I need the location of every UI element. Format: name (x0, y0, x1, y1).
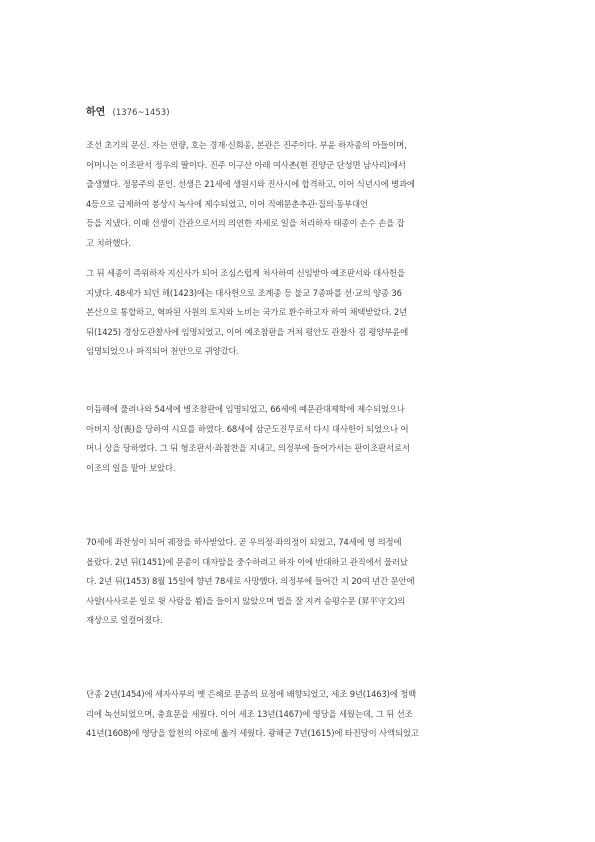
text-line: 이듬해에 풀려나와 54세에 병조참판에 임명되었고, 66세에 예문관대제학에 제수되었으나 (86, 404, 405, 414)
text-line: 임명되었으나 파직되어 천안으로 귀양갔다. (86, 346, 239, 356)
document-title (86, 106, 170, 120)
text-line: 등을 지냈다. 이때 선생이 간관으로서의 의연한 자세로 일을 처리하자 태종이 손수 손을 잡 (86, 218, 405, 228)
text-line: 지냈다. 48세가 되던 해(1423)에는 대사헌으로 조계종 등 불교 7종파를 선·교의 양종 36 (86, 287, 402, 298)
text-line: 이조의 일을 맡아 보았다. (86, 462, 176, 473)
text-line: 어머니는 이조판서 정우의 딸이다. 진주 이구산 아래 여사촌(현 진양군 단성면 남사리)에서 (86, 159, 406, 170)
paragraph-sejong-era (86, 264, 516, 362)
title-years: (1376~1453) (112, 108, 170, 118)
text-line: 단종 2년(1454)에 세자사부의 옛 은혜로 문종의 묘정에 배향되었고, 세조 9년(1463)에 청백 (86, 689, 417, 699)
paragraph-posthumous-honors (86, 685, 516, 744)
text-line: 머니 상을 당하였다. 그 뒤 형조판서·좌참찬을 지내고, 의정부에 들어가서는 판이조판서로서 (86, 443, 410, 453)
text-line: 리에 녹선되었으며, 충효문을 세웠다. 이어 세조 13년(1467)에 영당을 세웠는데, 그 뒤 선조 (86, 708, 413, 719)
text-line: 본산으로 통합하고, 혁파된 사원의 토지와 노비는 국가로 환수하고자 하여 채택받았다. 2년 (86, 307, 408, 317)
text-line: 41년(1608)에 영당을 합천의 야로에 옮겨 세웠다. 광해군 7년(1615)에 타진당이 사액되었고 (86, 728, 419, 738)
paragraph-final-years (86, 533, 516, 631)
paragraph-later-offices (86, 400, 516, 478)
text-line: 4등으로 급제하여 봉상시 녹사에 제수되었고, 이어 직예문춘추관·집의·동부대언 (86, 198, 368, 209)
text-line: 조선 초기의 문신. 자는 연량, 호는 경재·신희옹, 본관은 진주이다. 부윤 하자종의 아들이며, (86, 140, 407, 150)
text-line: 사알(사사로운 일로 윗 사람을 뵘)을 들이지 않았으며 법을 잘 지켜 승평수문 (昇平守文)의 (86, 595, 406, 606)
text-line: 70세에 좌찬성이 되어 궤장을 하사받았다. 곧 우의정·좌의정이 되었고, 74세에 영 의정에 (86, 537, 402, 547)
title-name: 하연 (86, 107, 106, 118)
text-line: 다. 2년 뒤(1453) 8월 15일에 향년 78세로 사망했다. 의정부에 들어간 지 20여 년간 문안에 (86, 576, 415, 586)
text-line: 아버지 상(喪)을 당하여 시묘를 하였다. 68세에 삼군도진무로서 다시 대사헌이 되었으나 어 (86, 423, 409, 434)
text-line: 고 치하했다. (86, 237, 131, 248)
text-line: 재상으로 일컬어졌다. (86, 615, 163, 625)
text-line: 출생했다. 정몽주의 문인. 선생은 21세에 생원시와 진사시에 합격하고, 이어 식년시에 병과에 (86, 179, 415, 189)
text-line: 올랐다. 2년 뒤(1451)에 문종이 대자암을 중수하려고 하자 이에 반대하고 관직에서 물러났 (86, 556, 408, 567)
text-line: 뒤(1425) 경상도관찰사에 임명되었고, 이어 예조참판을 거쳐 평안도 관찰사 겸 평양부윤에 (86, 326, 409, 337)
text-line: 그 뒤 세종이 즉위하자 지신사가 되어 조심스럽게 처사하여 신임받아 예조판서와 대사헌을 (86, 268, 405, 278)
paragraph-early-career (86, 136, 516, 253)
